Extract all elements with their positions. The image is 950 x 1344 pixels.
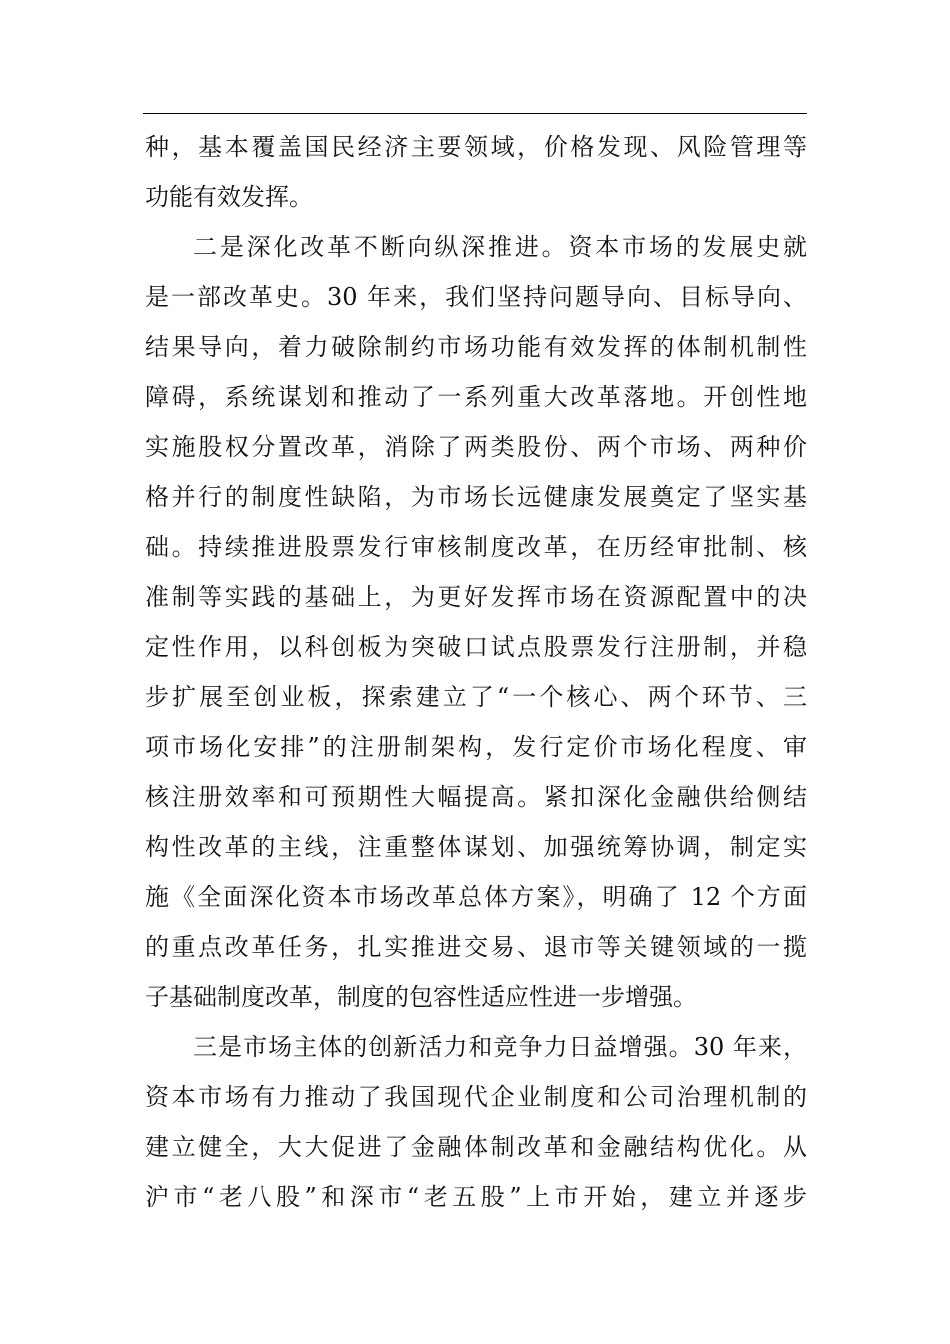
- text-line: 建立健全，大大促进了金融体制改革和金融结构优化。从: [145, 1133, 807, 1161]
- text-line: 结果导向，着力破除制约市场功能有效发挥的体制机制性: [145, 333, 807, 361]
- text-line: 准制等实践的基础上，为更好发挥市场在资源配置中的决: [145, 583, 807, 611]
- paragraph-start-line: 二是深化改革不断向纵深推进。资本市场的发展史就: [193, 233, 807, 261]
- text-line: 础。持续推进股票发行审核制度改革，在历经审批制、核: [145, 533, 807, 561]
- text-line: 子基础制度改革，制度的包容性适应性进一步增强。: [145, 983, 697, 1011]
- text-line: 功能有效发挥。: [145, 183, 313, 211]
- text-line: 沪市“老八股”和深市“老五股”上市开始，建立并逐步: [145, 1183, 807, 1211]
- text-line: 实施股权分置改革，消除了两类股份、两个市场、两种价: [145, 433, 807, 461]
- text-line: 步扩展至创业板，探索建立了“一个核心、两个环节、三: [145, 683, 807, 711]
- text-line: 格并行的制度性缺陷，为市场长远健康发展奠定了坚实基: [145, 483, 807, 511]
- text-line: 构性改革的主线，注重整体谋划、加强统筹协调，制定实: [145, 833, 807, 861]
- text-line: 资本市场有力推动了我国现代企业制度和公司治理机制的: [145, 1083, 807, 1111]
- text-line: 障碍，系统谋划和推动了一系列重大改革落地。开创性地: [145, 383, 807, 411]
- paragraph-start-line: 三是市场主体的创新活力和竞争力日益增强。30 年来，: [193, 1033, 807, 1061]
- text-line: 定性作用，以科创板为突破口试点股票发行注册制，并稳: [145, 633, 807, 661]
- body-text: [145, 122, 807, 1222]
- text-line: 的重点改革任务，扎实推进交易、退市等关键领域的一揽: [145, 933, 807, 961]
- text-line: 核注册效率和可预期性大幅提高。紧扣深化金融供给侧结: [145, 783, 807, 811]
- text-line: 是一部改革史。30 年来，我们坚持问题导向、目标导向、: [145, 283, 807, 311]
- header-rule: [143, 113, 807, 114]
- text-line: 种，基本覆盖国民经济主要领域，价格发现、风险管理等: [145, 133, 807, 161]
- text-line: 施《全面深化资本市场改革总体方案》，明确了 12 个方面: [145, 883, 807, 911]
- text-line: 项市场化安排”的注册制架构，发行定价市场化程度、审: [145, 733, 807, 761]
